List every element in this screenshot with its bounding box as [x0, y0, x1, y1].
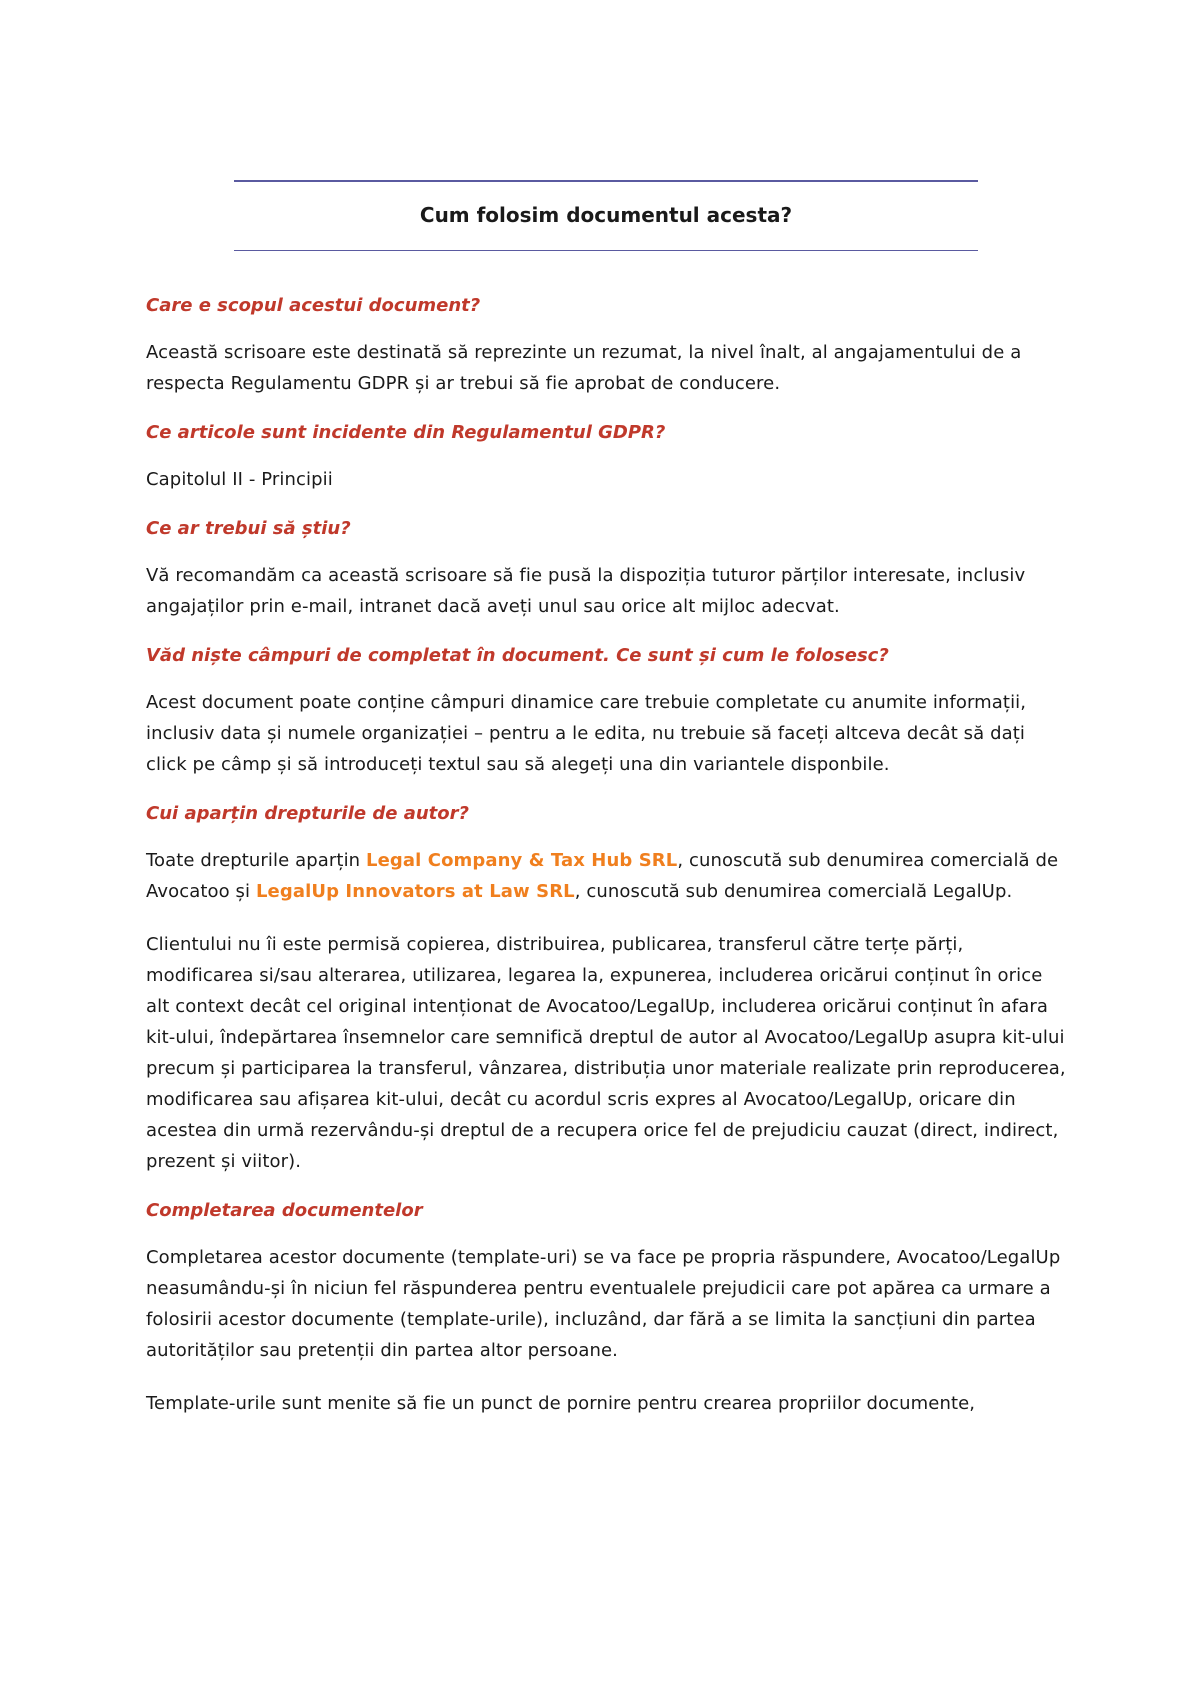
paragraph: Această scrisoare este destinată să reprezinte un rezumat, la nivel înalt, al angajamentului de a respecta Regulamentu GDPR și ar trebui să fie aprobat de conducere. — [146, 342, 1022, 394]
section-heading: Completarea documentelor — [146, 1200, 423, 1221]
company-name-1: Legal Company & Tax Hub SRL — [366, 850, 678, 871]
paragraph: Clientului nu îi este permisă copierea, distribuirea, publicarea, transferul către terțe părți, modificarea si/sau alterarea, utilizarea, legarea la, expunerea, includerea oricărui conținut în orice alt context decât cel original intenționat de Avocatoo/LegalUp, includerea oricărui conținut în afara kit-ului, îndepărtarea însemnelor care semnifică dreptul de autor al Avocatoo/LegalUp asupra kit-ului precum și participarea la transferul, vânzarea, distribuția unor materiale realizate prin reproducerea, modificarea sau afișarea kit-ului, decât cu acordul scris expres al Avocatoo/LegalUp, oricare din acestea din urmă rezervându-și dreptul de a recupera orice fel de prejudiciu cauzat (direct, indirect, prezent și viitor). — [146, 934, 1066, 1172]
copyright-paragraph — [146, 845, 1066, 907]
title-top-rule — [234, 180, 978, 182]
paragraph: Capitolul II - Principii — [146, 469, 333, 490]
paragraph: Vă recomandăm ca această scrisoare să fie pusă la dispoziția tuturor părților interesate, inclusiv angajaților prin e-mail, intranet dacă aveți unul sau orice alt mijloc adecvat. — [146, 565, 1026, 617]
paragraph: Template-urile sunt menite să fie un punct de pornire pentru crearea propriilor documente, — [146, 1393, 976, 1414]
section-heading: Care e scopul acestui document? — [146, 295, 481, 316]
copyright-text-3: , cunoscută sub denumirea comercială LegalUp. — [574, 881, 1013, 902]
document-body — [146, 294, 1066, 1441]
section-heading: Cui aparțin drepturile de autor? — [146, 803, 469, 824]
company-name-2: LegalUp Innovators at Law SRL — [255, 881, 575, 902]
title-bottom-rule — [234, 250, 978, 251]
section-heading: Ce articole sunt incidente din Regulamentul GDPR? — [146, 422, 666, 443]
copyright-text-2: , cunoscută sub denumirea comercială de Avocatoo și — [146, 850, 1059, 902]
page-title: Cum folosim documentul acesta? — [419, 203, 793, 227]
section-heading: Ce ar trebui să știu? — [146, 518, 351, 539]
copyright-text-1: Toate drepturile aparțin — [146, 850, 367, 871]
paragraph: Completarea acestor documente (template-uri) se va face pe propria răspundere, Avocatoo/LegalUp neasumându-și în niciun fel răspunderea pentru eventualele prejudicii care pot apărea ca urmare a folosirii acestor documente (template-urile), incluzând, dar fără a se limita la sancțiuni din partea autorităților sau pretenții din partea altor persoane. — [146, 1247, 1061, 1361]
section-heading: Văd niște câmpuri de completat în document. Ce sunt și cum le folosesc? — [146, 645, 889, 666]
paragraph: Acest document poate conține câmpuri dinamice care trebuie completate cu anumite informații, inclusiv data și numele organizației – pentru a le edita, nu trebuie să faceți altceva decât să dați click pe câmp și să introduceți textul sau să alegeți una din variantele disponbile. — [146, 692, 1027, 775]
